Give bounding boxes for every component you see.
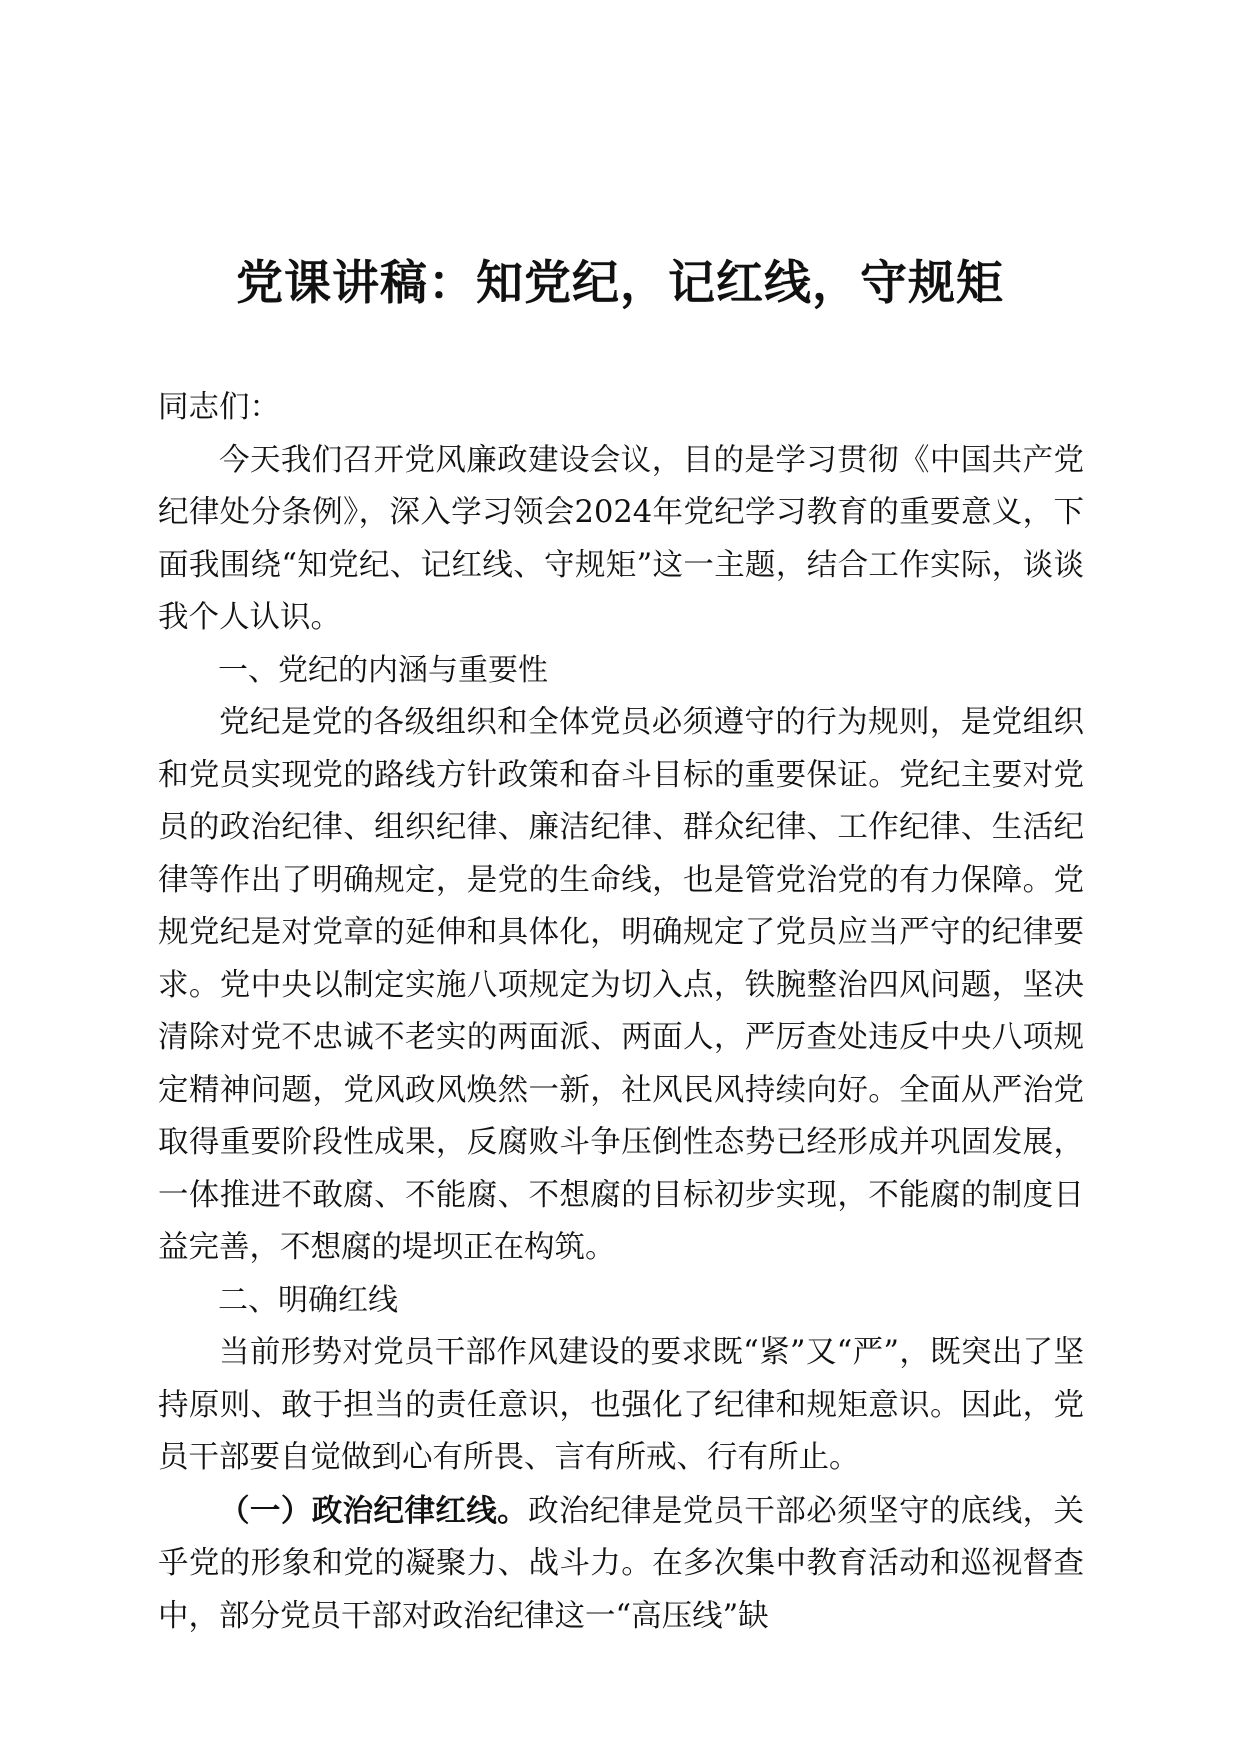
subsection-1-text: 政治纪律是党员干部必须坚守的底线，关乎党的形象和党的凝聚力、战斗力。在多次集中教育活动和巡视督查中，部分党员干部对政治纪律这一“高压线”缺 (158, 1493, 1085, 1634)
subsection-1-paragraph (158, 1485, 1084, 1644)
salutation: 同志们： (158, 390, 280, 425)
section-2-heading: 二、明确红线 (218, 1282, 398, 1318)
subsection-1-lead: （一）政治纪律红线。 (219, 1492, 529, 1529)
document-title: 党课讲稿：知党纪，记红线，守规矩 (236, 256, 1004, 311)
document-body (158, 382, 1084, 1643)
section-1-heading: 一、党纪的内涵与重要性 (218, 652, 548, 688)
section-1-paragraph: 党纪是党的各级组织和全体党员必须遵守的行为规则，是党组织和党员实现党的路线方针政策和奋斗目标的重要保证。党纪主要对党员的政治纪律、组织纪律、廉洁纪律、群众纪律、工作纪律、生活纪律等作出了明确规定，是党的生命线，也是管党治党的有力保障。党规党纪是对党章的延伸和具体化，明确规定了党员应当严守的纪律要求。党中央以制定实施八项规定为切入点，铁腕整治四风问题，坚决清除对党不忠诚不老实的两面派、两面人，严厉查处违反中央八项规定精神问题，党风政风焕然一新，社风民风持续向好。全面从严治党取得重要阶段性成果，反腐败斗争压倒性态势已经形成并巩固发展，一体推进不敢腐、不能腐、不想腐的目标初步实现，不能腐的制度日益完善，不想腐的堤坝正在构筑。 (158, 705, 1084, 1265)
section-2-paragraph: 当前形势对党员干部作风建设的要求既“紧”又“严”，既突出了坚持原则、敢于担当的责任意识，也强化了纪律和规矩意识。因此，党员干部要自觉做到心有所畏、言有所戒、行有所止。 (158, 1335, 1084, 1475)
intro-paragraph: 今天我们召开党风廉政建设会议，目的是学习贯彻《中国共产党纪律处分条例》，深入学习领会2024年党纪学习教育的重要意义，下面我围绕“知党纪、记红线、守规矩”这一主题，结合工作实际，谈谈我个人认识。 (158, 442, 1084, 635)
